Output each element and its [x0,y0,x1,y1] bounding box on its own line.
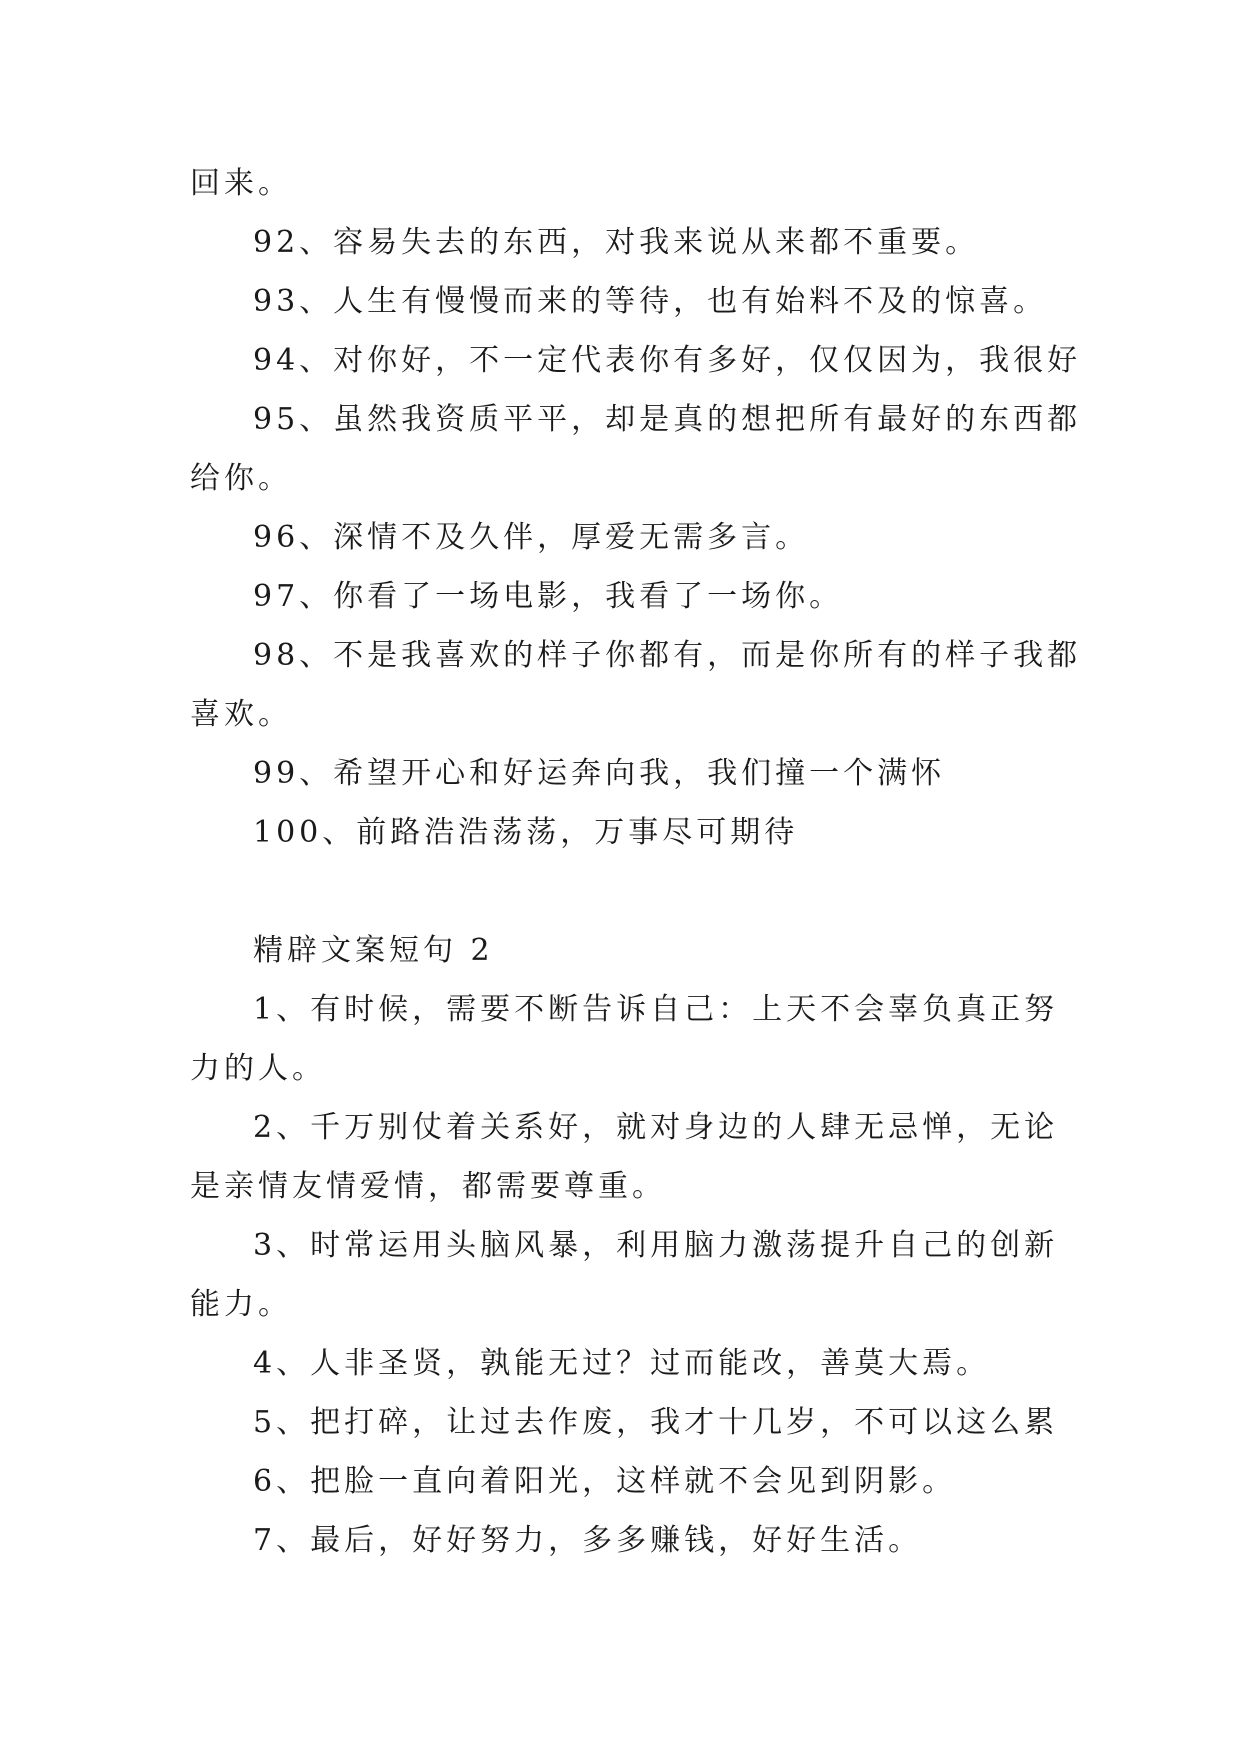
text-line: 能力。 [190,1287,292,1322]
list-item: 2、千万别仗着关系好，就对身边的人肆无忌惮，无论 [253,1110,1059,1145]
text-line: 力的人。 [190,1051,326,1086]
list-item: 95、虽然我资质平平，却是真的想把所有最好的东西都 [253,402,1082,437]
list-item: 92、容易失去的东西，对我来说从来都不重要。 [253,225,980,260]
list-item: 99、希望开心和好运奔向我，我们撞一个满怀 [253,756,946,791]
text-line: 给你。 [190,461,292,496]
list-item: 97、你看了一场电影，我看了一场你。 [253,579,844,614]
text-line: 回来。 [190,166,292,201]
text-line: 是亲情友情爱情，都需要尊重。 [190,1169,666,1204]
list-item: 4、人非圣贤，孰能无过？过而能改，善莫大焉。 [253,1346,991,1381]
list-item: 100、前路浩浩荡荡，万事尽可期待 [253,815,799,850]
list-item: 5、把打碎，让过去作废，我才十几岁，不可以这么累 [253,1405,1059,1440]
list-item: 6、把脸一直向着阳光，这样就不会见到阴影。 [253,1464,957,1499]
list-item: 3、时常运用头脑风暴，利用脑力激荡提升自己的创新 [253,1228,1059,1263]
list-item: 7、最后，好好努力，多多赚钱，好好生活。 [253,1523,923,1558]
list-item: 96、深情不及久伴，厚爱无需多言。 [253,520,810,555]
section-heading: 精辟文案短句 2 [253,933,494,968]
list-item: 93、人生有慢慢而来的等待，也有始料不及的惊喜。 [253,284,1048,319]
list-item: 1、有时候，需要不断告诉自己：上天不会辜负真正努 [253,992,1059,1027]
list-item: 94、对你好，不一定代表你有多好，仅仅因为，我很好 [253,343,1082,378]
list-item: 98、不是我喜欢的样子你都有，而是你所有的样子我都 [253,638,1082,673]
text-line: 喜欢。 [190,697,292,732]
